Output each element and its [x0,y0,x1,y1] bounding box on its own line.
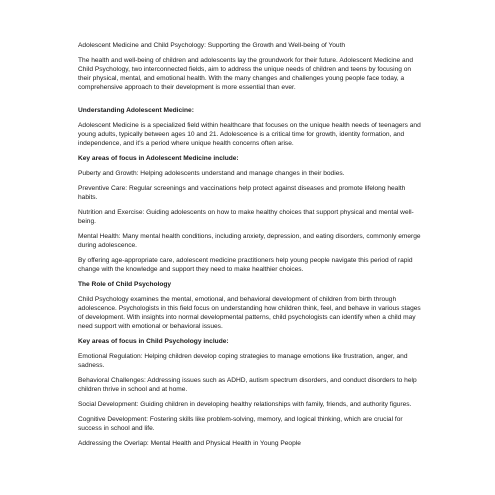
section-paragraph-adolescent-medicine: Adolescent Medicine is a specialized field within healthcare that focuses on the unique health needs of teenagers and young adults, typically between ages 10 and 21. Adolescence is a critical time for growth, identity formation, and independence, and it's a period where unique health concerns often arise. [78,122,421,147]
list-item: Social Development: Guiding children in developing healthy relationships with family, friends, and authority figures. [78,401,412,408]
focus-heading-adolescent-medicine: Key areas of focus in Adolescent Medicine include: [78,155,239,162]
section-heading-overlap: Addressing the Overlap: Mental Health and Physical Health in Young People [78,440,301,447]
list-item: By offering age-appropriate care, adolescent medicine practitioners help young people navigate this period of rapid change with the knowledge and support they need to make healthier choices. [78,257,413,273]
list-item: Preventive Care: Regular screenings and vaccinations help protect against diseases and promote lifelong health habits. [78,185,406,201]
section-heading-adolescent-medicine: Understanding Adolescent Medicine: [78,107,194,114]
list-item: Behavioral Challenges: Addressing issues such as ADHD, autism spectrum disorders, and conduct disorders to help children thrive in school and at home. [78,377,417,393]
focus-heading-child-psychology: Key areas of focus in Child Psychology include: [78,338,229,345]
document-body [78,41,423,454]
document-title: Adolescent Medicine and Child Psychology: Supporting the Growth and Well-being of Youth [78,42,346,49]
intro-paragraph: The health and well-being of children and adolescents lay the groundwork for their future. Adolescent Medicine and Child Psychology, two interconnected fields, aim to address the unique needs of children and teens by focusing on their physical, mental, and emotional health. With the many changes and challenges young people face today, a comprehensive approach to their development is more essential than ever. [78,57,414,91]
list-item: Emotional Regulation: Helping children develop coping strategies to manage emotions like frustration, anger, and sadness. [78,353,408,369]
section-heading-child-psychology: The Role of Child Psychology [78,281,172,288]
list-item: Mental Health: Many mental health conditions, including anxiety, depression, and eating disorders, commonly emerge during adolescence. [78,233,421,249]
list-item: Puberty and Growth: Helping adolescents understand and manage changes in their bodies. [78,170,345,177]
list-item: Nutrition and Exercise: Guiding adolescents on how to make healthy choices that support physical and mental well-being. [78,209,414,225]
section-paragraph-child-psychology: Child Psychology examines the mental, emotional, and behavioral development of children from birth through adolescence. Psychologists in this field focus on understanding how children think, feel, and behave in various stages of development. With insights into normal developmental patterns, child psychologists can identify when a child may need support with emotional or behavioral issues. [78,296,421,330]
list-item: Cognitive Development: Fostering skills like problem-solving, memory, and logical thinking, which are crucial for success in school and life. [78,416,403,432]
